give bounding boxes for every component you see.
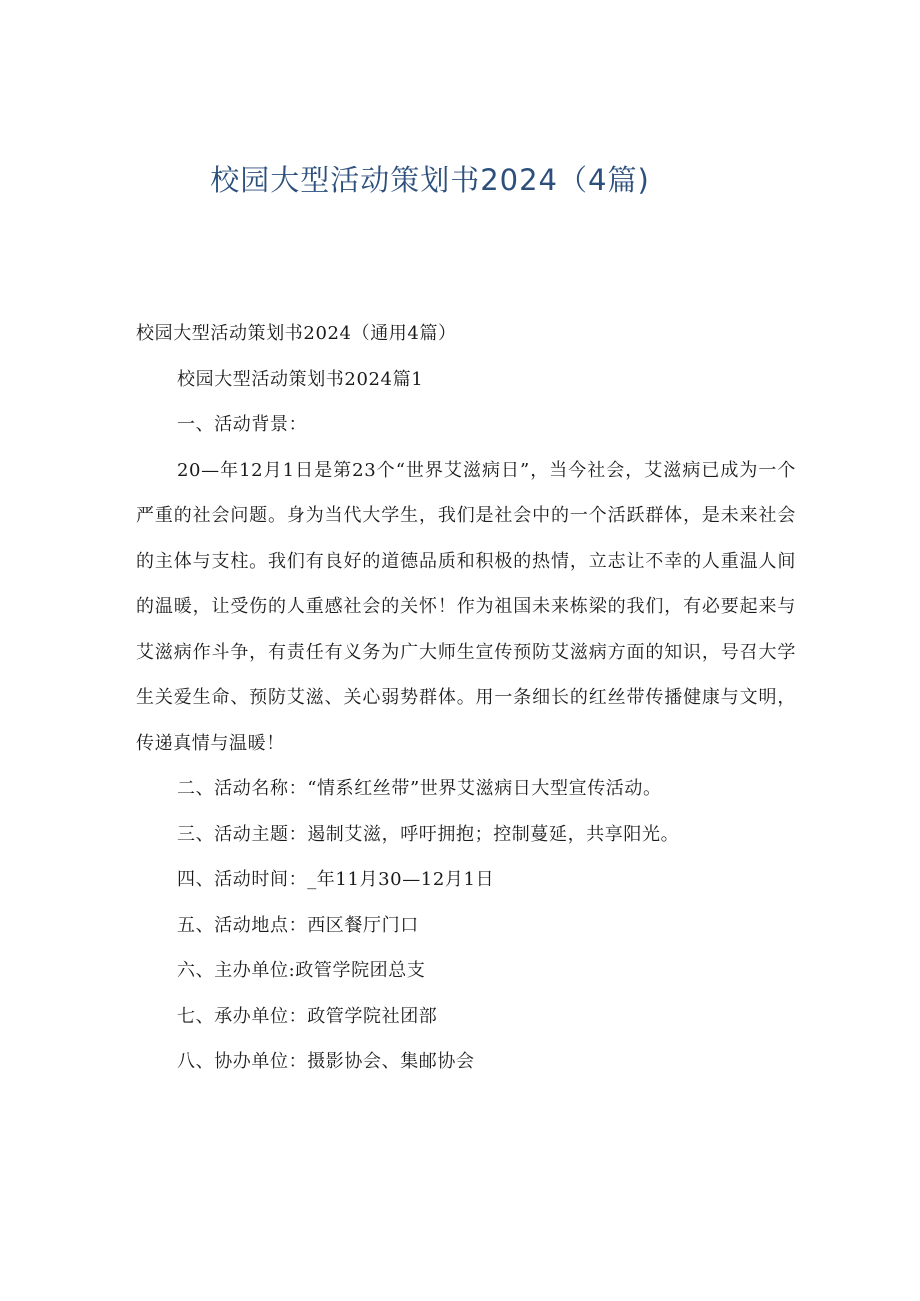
document-body <box>136 311 796 1085</box>
item-activity-theme: 三、活动主题：遏制艾滋，呼吁拥抱；控制蔓延，共享阳光。 <box>177 823 680 845</box>
item-organizer: 六、主办单位:政管学院团总支 <box>177 960 426 981</box>
document-title: 校园大型活动策划书2024（4篇) <box>210 163 650 197</box>
document-subtitle: 校园大型活动策划书2024（通用4篇） <box>136 323 457 344</box>
item-undertaker: 七、承办单位：政管学院社团部 <box>177 1005 438 1027</box>
item-activity-location: 五、活动地点：西区餐厅门口 <box>177 914 419 936</box>
item-co-organizer: 八、协办单位：摄影协会、集邮协会 <box>177 1051 475 1072</box>
background-paragraph: 20—年12月1日是第23个“世界艾滋病日”，当今社会，艾滋病已成为一个严重的社会问题。身为当代大学生，我们是社会中的一个活跃群体，是未来社会的主体与支柱。我们有良好的道德品质和积极的热情，立志让不幸的人重温人间的温暖，让受伤的人重感社会的关怀！作为祖国未来栋梁的我们，有必要起来与艾滋病作斗争，有责任有义务为广大师生宣传预防艾滋病方面的知识，号召大学生关爱生命、预防艾滋、关心弱势群体。用一条细长的红丝带传播健康与文明，传递真情与温暖！ <box>136 459 796 754</box>
item-activity-name: 二、活动名称：“情系红丝带”世界艾滋病日大型宣传活动。 <box>177 778 662 799</box>
item-background-label: 一、活动背景： <box>177 414 308 435</box>
item-activity-time: 四、活动时间：_年11月30—12月1日 <box>177 869 495 890</box>
section-heading: 校园大型活动策划书2024篇1 <box>177 368 424 390</box>
